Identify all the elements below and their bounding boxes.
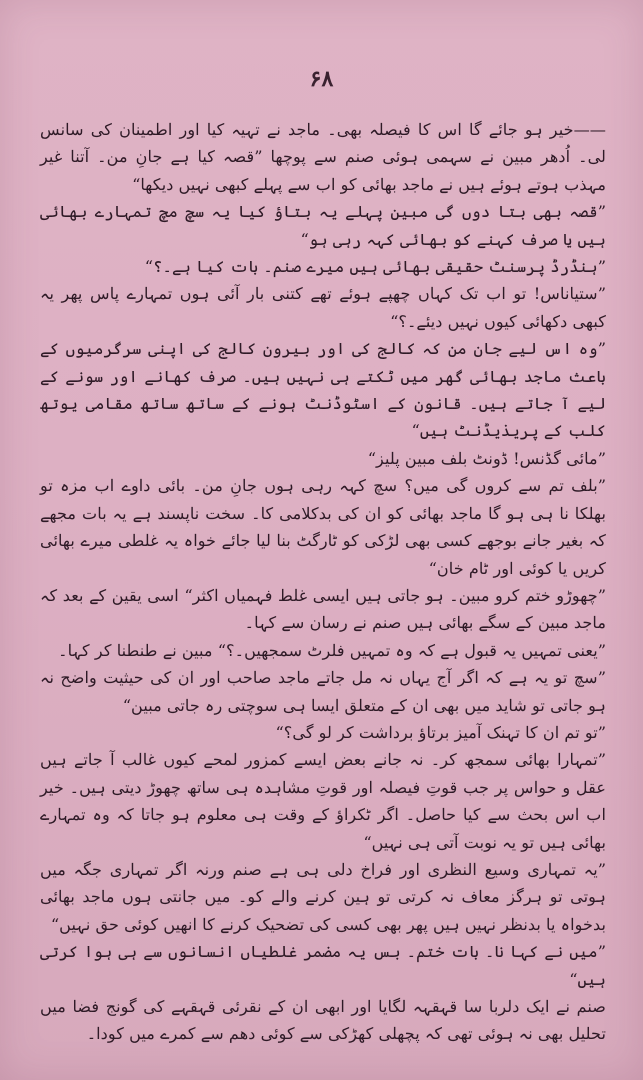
paragraph: ”تمہارا بھائی سمجھ کر۔ نہ جانے بعض ایسے کمزور لمحے کیوں غالب آ جاتے ہیں عقل و حواس پر جب قوتِ فیصلہ اور قوتِ مشاہدہ ہی ساتھ چھوڑ دیتی ہیں۔ خیر اب اس بحث سے کیا حاصل۔ اگر ٹکراؤ کے وقت ہی معلوم ہو جاتا کہ وہ تمہارے بھائی ہیں تو یہ نوبت آتی ہی نہیں“ bbox=[40, 750, 606, 852]
paragraph: ”چھوڑو ختم کرو مبین۔ ہو جاتی ہیں ایسی غلط فہمیاں اکثر“ اسی یقین کے بعد کہ ماجد مبین کے سگے بھائی ہیں صنم نے رسان سے کہا۔ bbox=[40, 585, 606, 633]
paragraph: ”بلف تم سے کروں گی میں؟ سچ کہہ رہی ہوں جانِ من۔ بائی داوے اب مزہ تو بھلکا نا ہی ہو گا ماجد بھائی کو ان کی بدکلامی کا۔ سخت ناپسند ہے یہ بات مجھے کہ بغیر جانے بوجھے کسی بھی لڑکی کو ٹارگٹ بنا لیا جائے خواہ یہ غلطی میرے بھائی کریں یا کوئی اور ٹام خان“ bbox=[40, 476, 606, 578]
paragraph: ”ہنڈرڈ پرسنٹ حقیقی بھائی ہیں میرے صنم۔ بات کیا ہے۔؟“ bbox=[144, 257, 606, 277]
paragraph: ”یعنی تمہیں یہ قبول ہے کہ وہ تمہیں فلرٹ سمجھیں۔؟“ مبین نے طنطنا کر کہا۔ bbox=[58, 640, 606, 660]
page-number: ۶۸ bbox=[309, 66, 334, 92]
urdu-body-text bbox=[40, 116, 606, 1048]
paragraph: ”ستیاناس! تو اب تک کہاں چھپے ہوئے تھے کتنی بار آئی ہوں تمہارے پاس پھر یہ کبھی دکھائی کیوں نہیں دیئے۔؟“ bbox=[40, 284, 606, 331]
paragraph: ”وہ اس لیے جان من کہ کالج کی اور بیرون کالج کی اپنی سرگرمیوں کے باعث ماجد بھائی گھر میں ٹکتے ہی نہیں ہیں۔ صرف کھانے اور سونے کے لیے آ جاتے ہیں۔ قانون کے اسٹوڈنٹ ہونے کے ساتھ ساتھ مقامی یوتھ کلب کے پریذیڈنٹ ہیں“ bbox=[40, 339, 606, 441]
paragraph: ——خیر ہو جائے گا اس کا فیصلہ بھی۔ ماجد نے تہیہ کیا اور اطمینان کی سانس لی۔ اُدھر مبین نے سہمی ہوئی صنم سے پوچھا ”قصہ کیا ہے جانِ من۔ آتنا غیر مہذب ہوتے ہوئے ہیں نے ماجد بھائی کو اب سے پہلے کبھی نہیں دیکھا“ bbox=[40, 120, 606, 194]
paragraph: ”سچ تو یہ ہے کہ اگر آج یہاں نہ مل جاتے ماجد صاحب اور ان کی حیثیت واضح نہ ہو جاتی تو شاید میں بھی ان کے متعلق ایسا ہی سوچتی رہ جاتی مبین“ bbox=[40, 668, 606, 715]
paragraph: ”قصہ بھی بتا دوں گی مبین پہلے یہ بتاؤ کیا یہ سچ مچ تمہارے بھائی ہیں یا صرف کہنے کو بھائی کہہ رہی ہو“ bbox=[40, 202, 606, 249]
paragraph: ”تو تم ان کا تہنک آمیز برتاؤ برداشت کر لو گی؟“ bbox=[275, 722, 606, 742]
paragraph: ”مائی گڈنس! ڈونٹ بلف مبین پلیز“ bbox=[367, 448, 606, 468]
paragraph: ”میں نے کہا نا۔ بات ختم۔ بس یہ مضمر غلطیاں انسانوں سے ہی ہوا کرتی ہیں“ bbox=[40, 942, 606, 989]
paragraph: صنم نے ایک دلربا سا قہقہہ لگایا اور ابھی ان کے نقرئی قہقہے کی گونج فضا میں تحلیل بھی نہ ہوئی تھی کہ پچھلی کھڑکی سے کوئی دھم سے کمرے میں کودا۔ bbox=[40, 997, 606, 1044]
paragraph: ”یہ تمہاری وسیع النظری اور فراخ دلی ہی ہے صنم ورنہ اگر تمہاری جگہ میں ہوتی تو ہرگز معاف نہ کرتی تو ہین کرنے والے کو۔ میں جانتی ہوں ماجد بھائی بدخواہ یا بدنظر نہیں ہیں پھر بھی کسی کی تضحیک کرنے کا انھیں کوئی حق نہیں“ bbox=[40, 859, 606, 934]
